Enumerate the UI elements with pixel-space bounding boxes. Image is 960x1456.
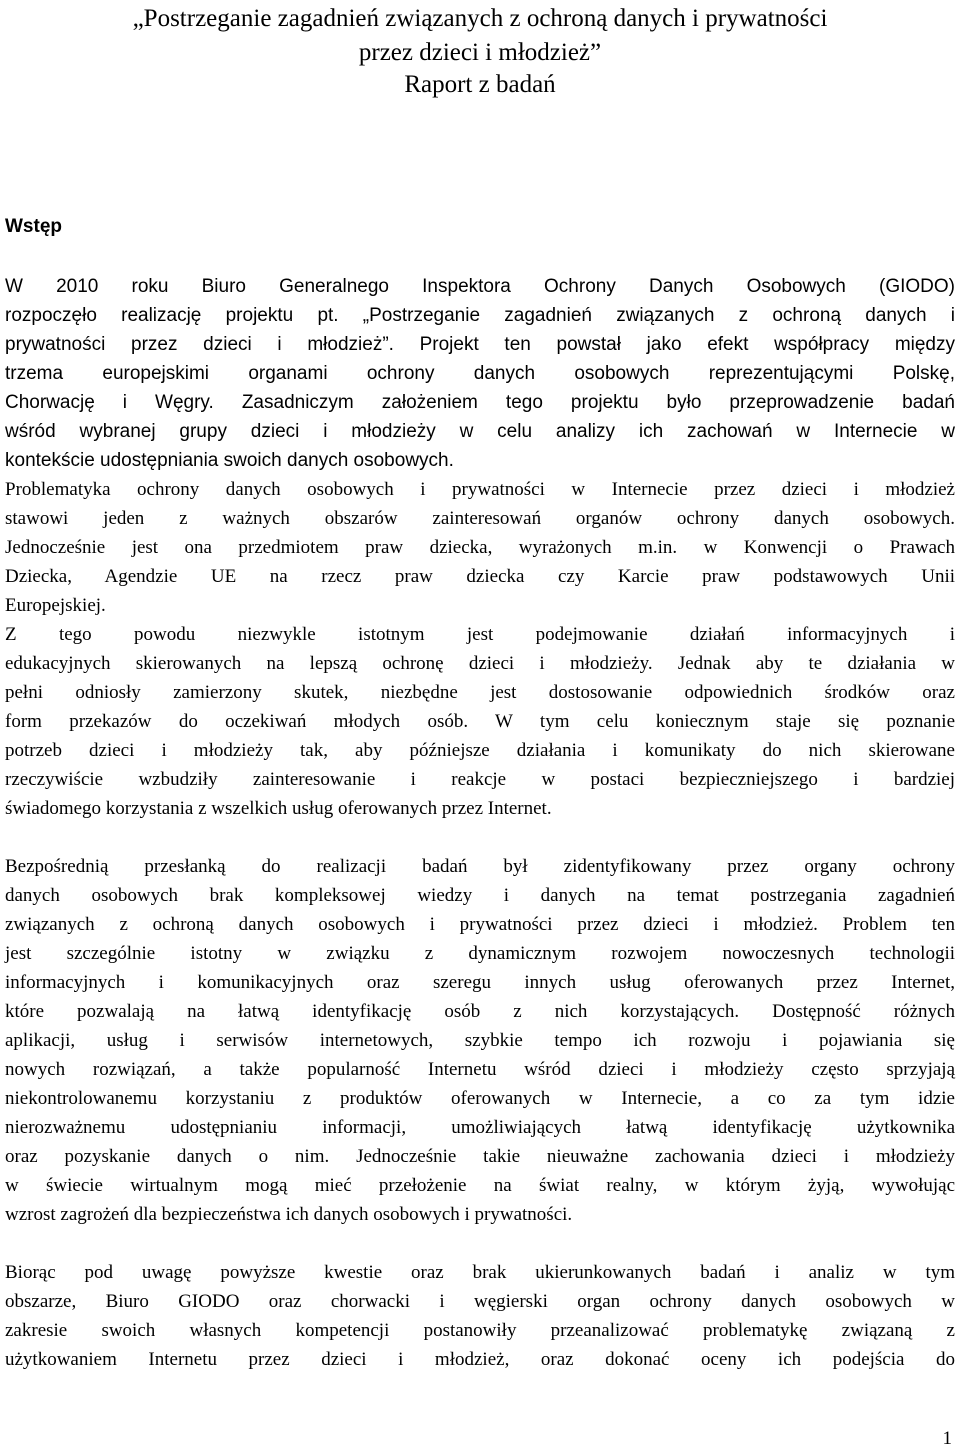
page-number: 1 [942, 1428, 952, 1449]
body-line: Dziecka, Agendzie UE na rzecz praw dziecka czy Karcie praw podstawowych Unii [5, 566, 955, 587]
report-subtitle: Raport z badań [404, 71, 556, 98]
body-line: potrzeb dzieci i młodzieży tak, aby późniejsze działania i komunikaty do nich skierowane [5, 740, 955, 761]
body-line: pełni odniosły zamierzony skutek, niezbędne jest dostosowanie odpowiednich środków oraz [5, 682, 955, 703]
report-title-line-2: przez dzieci i młodzież” [358, 39, 602, 66]
body-line: które pozwalają na łatwą identyfikację osób z nich korzystających. Dostępność różnych [5, 1001, 955, 1022]
body-line: świadomego korzystania z wszelkich usług oferowanych przez Internet. [5, 798, 552, 819]
body-line: danych osobowych brak kompleksowej wiedzy i danych na temat postrzegania zagadnień [5, 885, 955, 906]
body-line: obszarze, Biuro GIODO oraz chorwacki i węgierski organ ochrony danych osobowych w [5, 1291, 955, 1312]
body-line: Europejskiej. [5, 595, 106, 616]
body-line: rzeczywiście wzbudziły zainteresowanie i reakcje w postaci bezpieczniejszego i bardziej [5, 769, 955, 790]
body-line: trzema europejskimi organami ochrony danych osobowych reprezentującymi Polskę, [5, 363, 955, 384]
body-line: kontekście udostępniania swoich danych osobowych. [5, 450, 454, 471]
body-line: oraz pozyskanie danych o nim. Jednocześnie takie nieuważne zachowania dzieci i młodzieży [5, 1146, 955, 1167]
body-line: wzrost zagrożeń dla bezpieczeństwa ich danych osobowych i prywatności. [5, 1204, 573, 1225]
body-line: nowych rozwiązań, a także popularność Internetu wśród dzieci i młodzieży często sprzyjają [5, 1059, 955, 1080]
body-line: w świecie wirtualnym mogą mieć przełożenie na świat realny, w którym żyją, wywołując [5, 1175, 955, 1196]
body-line: nierozważnemu udostępnianiu informacji, umożliwiających łatwą identyfikację użytkownika [5, 1117, 955, 1138]
body-line: Biorąc pod uwagę powyższe kwestie oraz brak ukierunkowanych badań i analiz w tym [5, 1262, 955, 1283]
body-line: jest szczególnie istotny w związku z dynamicznym rozwojem nowoczesnych technologii [5, 943, 955, 964]
body-line: Problematyka ochrony danych osobowych i prywatności w Internecie przez dzieci i młodzież [5, 479, 955, 500]
report-title-line-1: „Postrzeganie zagadnień związanych z ochroną danych i prywatności [132, 5, 828, 32]
body-line: związanych z ochroną danych osobowych i prywatności przez dzieci i młodzież. Problem ten [5, 914, 955, 935]
body-line: wśród wybranej grupy dzieci i młodzieży w celu analizy ich zachowań w Internecie w [5, 421, 955, 442]
body-line: edukacyjnych skierowanych na lepszą ochronę dzieci i młodzieży. Jednak aby te działania w [5, 653, 955, 674]
body-line: Z tego powodu niezwykle istotnym jest podejmowanie działań informacyjnych i [5, 624, 955, 645]
body-line: zakresie swoich własnych kompetencji postanowiły przeanalizować problematykę związaną z [5, 1320, 955, 1341]
body-line: prywatności przez dzieci i młodzież”. Projekt ten powstał jako efekt współpracy między [5, 334, 955, 355]
body-line: Jednocześnie jest ona przedmiotem praw dziecka, wyrażonych m.in. w Konwencji o Prawach [5, 537, 955, 558]
body-line: informacyjnych i komunikacyjnych oraz szeregu innych usług oferowanych przez Internet, [5, 972, 955, 993]
body-line: użytkowaniem Internetu przez dzieci i młodzież, oraz dokonać oceny ich podejścia do [5, 1349, 955, 1370]
body-line: Bezpośrednią przesłanką do realizacji badań był zidentyfikowany przez organy ochrony [5, 856, 955, 877]
body-line: niekontrolowanemu korzystaniu z produktów oferowanych w Internecie, a co za tym idzie [5, 1088, 955, 1109]
body-line: rozpoczęło realizację projektu pt. „Postrzeganie zagadnień związanych z ochroną danych i [5, 305, 955, 326]
body-line: aplikacji, usług i serwisów internetowych, szybkie tempo ich rozwoju i pojawiania się [5, 1030, 955, 1051]
section-heading: Wstęp [5, 216, 62, 237]
body-line: W 2010 roku Biuro Generalnego Inspektora Ochrony Danych Osobowych (GIODO) [5, 276, 955, 297]
body-line: stawowi jeden z ważnych obszarów zainteresowań organów ochrony danych osobowych. [5, 508, 955, 529]
body-line: form przekazów do oczekiwań młodych osób. W tym celu koniecznym staje się poznanie [5, 711, 955, 732]
body-line: Chorwację i Węgry. Zasadniczym założeniem tego projektu było przeprowadzenie badań [5, 392, 955, 413]
